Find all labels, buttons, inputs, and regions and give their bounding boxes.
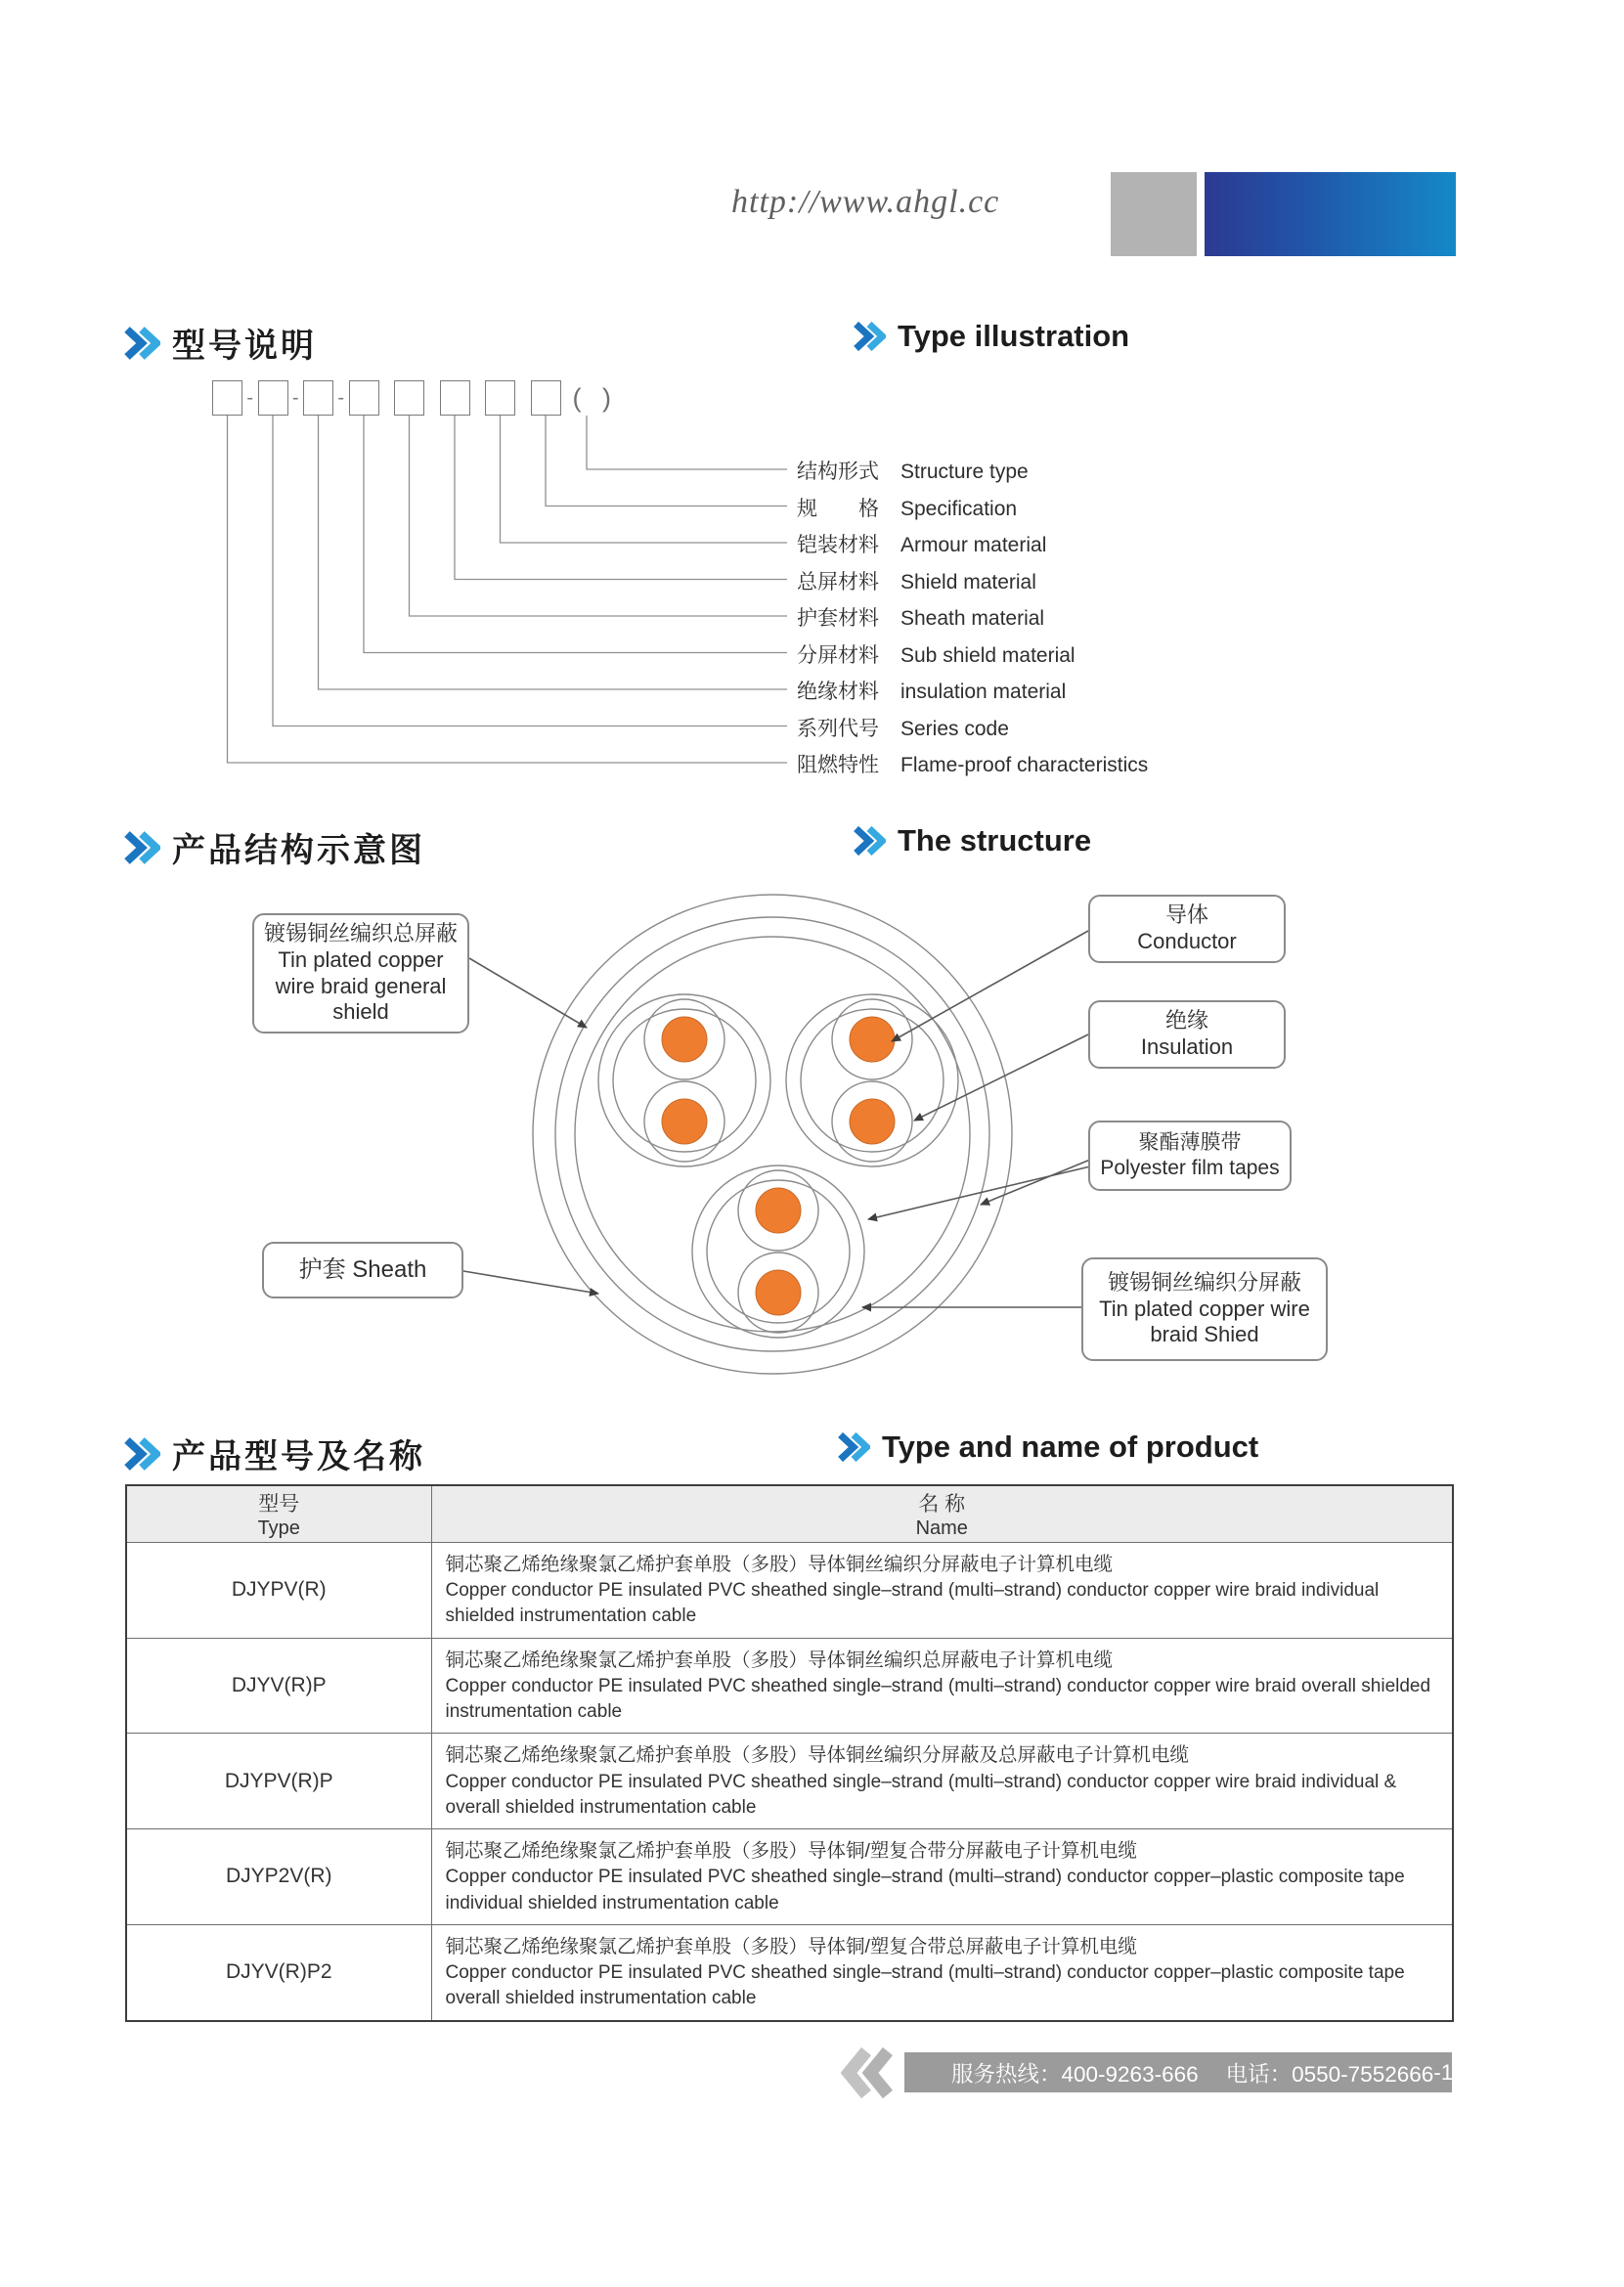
section-products-heading-en [837, 1429, 1258, 1465]
leader-polyester-outer [981, 1160, 1090, 1205]
leader-general-shield [469, 958, 587, 1028]
website-url: http://www.ahgl.cc [731, 184, 1000, 220]
section-products-heading-zh [123, 1429, 425, 1477]
product-name-zh: 铜芯聚乙烯绝缘聚氯乙烯护套单股（多股）导体铜丝编织分屏蔽及总屏蔽电子计算机电缆 [445, 1744, 1190, 1767]
type-code-label [797, 602, 1044, 632]
product-name [431, 1734, 1453, 1829]
double-chevron-right-icon [123, 1437, 160, 1471]
table-row [126, 1829, 1453, 1925]
label-en: Polyester film tapes [1100, 1157, 1280, 1179]
type-code-connector [587, 416, 787, 469]
label-sub-shield [1081, 1257, 1328, 1361]
double-chevron-right-icon [837, 1431, 870, 1463]
header-type-en: Type [257, 1517, 300, 1539]
product-name-en: Copper conductor PE insulated PVC sheathed single–strand (multi–strand) conductor copper–plastic composite tape overall shielded instrumentation cable [445, 1962, 1405, 2009]
type-code-box [212, 380, 242, 416]
type-code-label-zh: 系列代号 [797, 717, 879, 740]
product-type: DJYPV(R)P [126, 1734, 431, 1829]
double-chevron-left-icon [841, 2047, 900, 2098]
products-table [125, 1484, 1454, 2022]
type-code-label-en: Structure type [900, 461, 1029, 483]
type-code-label [797, 639, 1075, 669]
product-type: DJYV(R)P2 [126, 1924, 431, 2020]
header-blue-block [1205, 172, 1456, 256]
type-code-connector [455, 416, 787, 580]
label-en: Tin plated copper wire braid Shied [1099, 1296, 1310, 1347]
type-code-label [797, 493, 1017, 522]
label-zh: 聚酯薄膜带 [1138, 1131, 1242, 1155]
conductor-core [756, 1270, 801, 1315]
type-code-label-zh: 阻燃特性 [797, 754, 879, 776]
cable-cross-section [463, 895, 1090, 1374]
conductor-core [850, 1017, 895, 1062]
parentheses-suffix: ( ) [572, 382, 618, 413]
label-zh: 导体 [1164, 902, 1208, 928]
section-title: 产品结构示意图 [172, 832, 425, 869]
pair-group [692, 1165, 864, 1338]
section-structure-heading-en [853, 823, 1091, 858]
product-type: DJYPV(R) [126, 1543, 431, 1639]
type-code-connector [410, 416, 788, 616]
pair-group [786, 994, 958, 1166]
type-code-box [485, 380, 515, 416]
table-row [126, 1543, 1453, 1639]
table-row [126, 1924, 1453, 2020]
section-title: 产品型号及名称 [172, 1438, 425, 1475]
leader-insulation [914, 1034, 1088, 1121]
type-code-label-en: Flame-proof characteristics [900, 754, 1149, 776]
section-type-illustration-heading-en [853, 319, 1129, 354]
conductor-core [662, 1017, 707, 1062]
type-code-label-zh: 结构形式 [797, 461, 879, 483]
conductor-core [662, 1099, 707, 1144]
product-type: DJYV(R)P [126, 1638, 431, 1734]
product-name-zh: 铜芯聚乙烯绝缘聚氯乙烯护套单股（多股）导体铜丝编织分屏蔽电子计算机电缆 [445, 1554, 1114, 1575]
type-code-connector [364, 416, 787, 653]
type-code-connectors [228, 416, 788, 763]
section-title: Type and name of product [882, 1429, 1259, 1464]
label-insulation [1088, 1000, 1286, 1069]
type-code-box [440, 380, 470, 416]
product-name-zh: 铜芯聚乙烯绝缘聚氯乙烯护套单股（多股）导体铜/塑复合带分屏蔽电子计算机电缆 [445, 1840, 1137, 1863]
section-title: Type illustration [898, 319, 1130, 353]
label-sheath [262, 1242, 463, 1298]
label-en: Conductor [1137, 929, 1237, 953]
table-row [126, 1734, 1453, 1829]
service-hotline: 服务热线：400-9263-666 [951, 2061, 1199, 2087]
type-code-connector [228, 416, 788, 763]
type-code-connector [546, 416, 787, 506]
product-name-en: Copper conductor PE insulated PVC sheathed single–strand (multi–strand) conductor copper–plastic composite tape individual shielded instrumentation cable [445, 1867, 1405, 1913]
footer-bar [904, 2052, 1473, 2092]
label-text: 护套 Sheath [298, 1256, 427, 1284]
header-type-zh: 型号 [258, 1493, 300, 1516]
telephone: 电话：0550-7552666 [1225, 2061, 1434, 2087]
type-code-label-zh: 总屏材料 [797, 570, 879, 594]
leader-sheath [463, 1271, 598, 1294]
conductor-core [850, 1099, 895, 1144]
product-name-en: Copper conductor PE insulated PVC sheathed single–strand (multi–strand) conductor copper wire braid individual shielded instrumentation cable [445, 1580, 1380, 1627]
type-code-boxes [212, 380, 618, 416]
type-code-label [797, 529, 1046, 558]
section-title: 型号说明 [172, 328, 317, 365]
section-structure-heading-zh [123, 823, 425, 871]
double-chevron-right-icon [853, 825, 886, 857]
product-type: DJYP2V(R) [126, 1829, 431, 1925]
product-name [431, 1638, 1453, 1734]
label-en: Insulation [1140, 1034, 1234, 1059]
label-conductor [1088, 895, 1286, 963]
type-code-label-en: Sheath material [900, 607, 1045, 630]
label-polyester-film-tapes [1088, 1121, 1292, 1191]
type-code-label-zh: 护套材料 [797, 607, 879, 630]
type-code-box [394, 380, 424, 416]
dash-separator: - [246, 387, 254, 409]
product-name-zh: 铜芯聚乙烯绝缘聚氯乙烯护套单股（多股）导体铜丝编织总屏蔽电子计算机电缆 [445, 1649, 1114, 1671]
product-name [431, 1829, 1453, 1925]
double-chevron-right-icon [853, 321, 886, 352]
label-zh: 绝缘 [1164, 1008, 1208, 1034]
dash-separator: - [291, 387, 299, 409]
product-name-en: Copper conductor PE insulated PVC sheathed single–strand (multi–strand) conductor copper wire braid overall shielded instrumentation cable [445, 1675, 1431, 1723]
header-name-en: Name [915, 1517, 968, 1539]
type-code-label-en: Sub shield material [900, 643, 1075, 667]
label-zh: 镀锡铜丝编织分屏蔽 [1107, 1269, 1301, 1295]
type-code-label [797, 676, 1066, 705]
double-chevron-right-icon [123, 327, 160, 360]
leader-conductor [892, 931, 1088, 1041]
table-header-row [126, 1485, 1453, 1543]
table-row [126, 1638, 1453, 1734]
type-code-connector [319, 416, 788, 689]
type-code-label [797, 456, 1029, 485]
column-header-type [126, 1485, 431, 1543]
conductor-core [756, 1188, 801, 1233]
product-name-zh: 铜芯聚乙烯绝缘聚氯乙烯护套单股（多股）导体铜/塑复合带总屏蔽电子计算机电缆 [445, 1935, 1137, 1957]
label-general-shield [252, 913, 469, 1034]
type-code-label-en: Specification [900, 497, 1018, 520]
type-code-label-zh: 绝缘材料 [797, 681, 879, 703]
section-title: The structure [898, 823, 1092, 858]
type-code-box [258, 380, 288, 416]
type-code-label [797, 566, 1036, 595]
pair-group [598, 994, 770, 1166]
leader-polyester-inner [868, 1166, 1090, 1219]
label-zh: 镀锡铜丝编织总屏蔽 [263, 921, 458, 946]
type-code-label-zh: 分屏材料 [797, 643, 879, 667]
header-name-zh: 名 称 [918, 1493, 966, 1516]
type-code-label [797, 749, 1148, 778]
type-code-label-zh: 铠装材料 [797, 534, 879, 556]
type-code-label-en: insulation material [900, 681, 1067, 703]
column-header-name [431, 1485, 1453, 1543]
type-code-label-en: Armour material [900, 534, 1047, 556]
page-number: -10- [1433, 2059, 1473, 2085]
product-name [431, 1543, 1453, 1639]
type-code-box [349, 380, 379, 416]
type-code-box [303, 380, 333, 416]
products-table-body [126, 1543, 1453, 2021]
double-chevron-right-icon [123, 831, 160, 864]
type-code-connector [273, 416, 787, 726]
section-type-illustration-heading-zh [123, 319, 317, 367]
dash-separator: - [337, 387, 345, 409]
type-code-label-zh: 规 格 [797, 497, 879, 520]
type-code-label-en: Shield material [900, 570, 1036, 594]
type-code-label [797, 713, 1009, 742]
type-code-label-en: Series code [900, 717, 1009, 740]
header-gray-block [1111, 172, 1197, 256]
label-en: Tin plated copper wire braid general shield [275, 946, 447, 1025]
type-code-connector [501, 416, 788, 543]
product-name [431, 1924, 1453, 2020]
product-name-en: Copper conductor PE insulated PVC sheathed single–strand (multi–strand) conductor copper wire braid individual & overall shielded instrumentation cable [445, 1771, 1397, 1818]
type-code-box [531, 380, 561, 416]
